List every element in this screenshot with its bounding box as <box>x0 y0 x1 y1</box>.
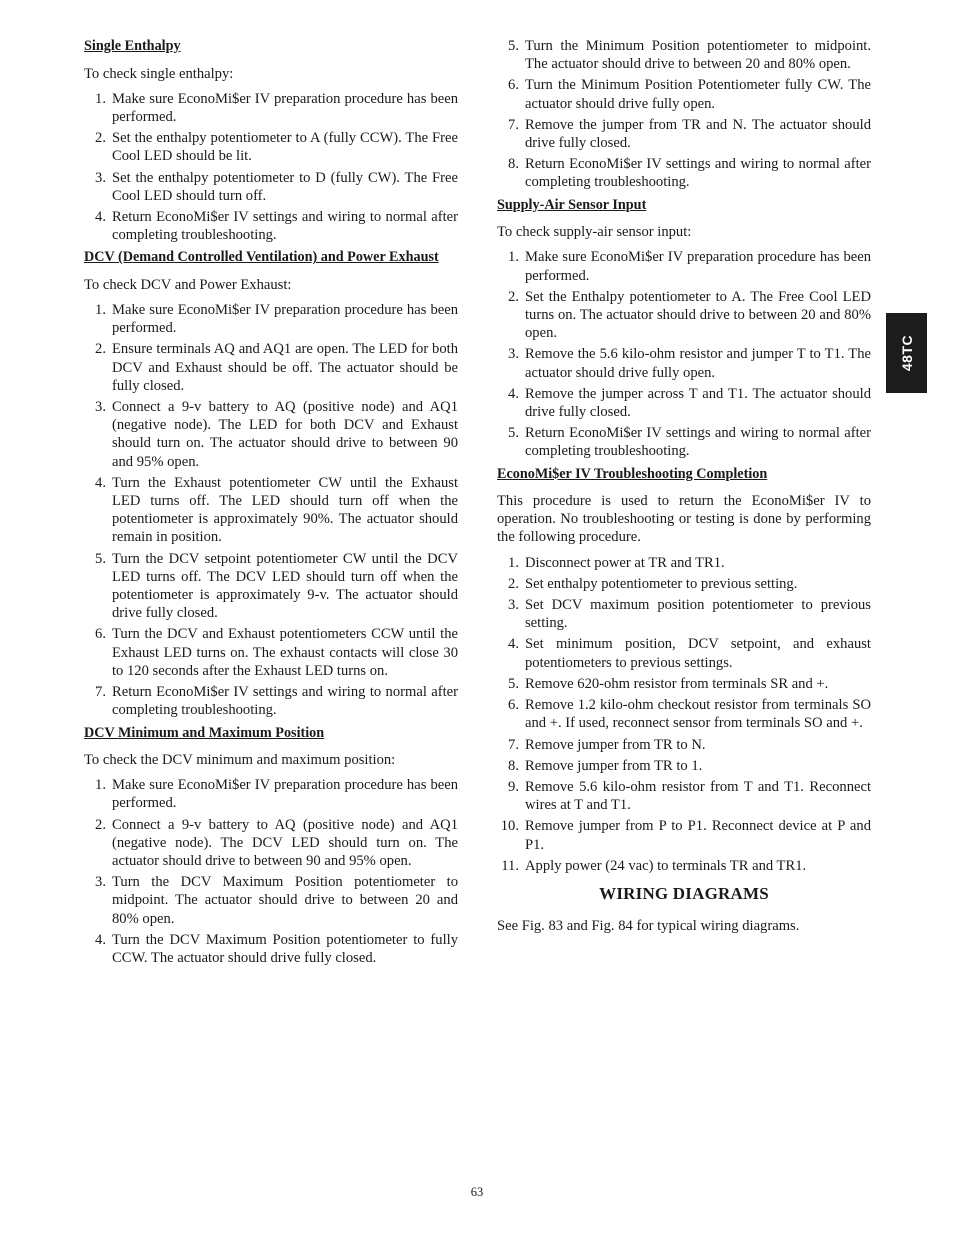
step-text: Make sure EconoMi$er IV preparation procedure has been performed. <box>112 777 458 812</box>
list-item <box>84 683 458 719</box>
list-item <box>84 129 458 165</box>
step-text: Turn the Minimum Position Potentiometer fully CW. The actuator should drive fully open. <box>525 77 871 112</box>
step-number: 9. <box>508 778 519 795</box>
dcv-min-max-steps-continued <box>497 37 871 192</box>
left-column <box>84 37 458 971</box>
step-text: Turn the Exhaust potentiometer CW until the Exhaust LED turns off. The LED should turn off when the potentiometer is approximately 90%. The actuator should remain in position. <box>112 474 458 546</box>
side-tab <box>886 313 927 393</box>
step-number: 1. <box>95 90 106 107</box>
supply-air-sensor-section <box>497 196 871 461</box>
step-number: 5. <box>508 425 519 442</box>
step-number: 2. <box>95 341 106 358</box>
step-number: 6. <box>95 626 106 643</box>
step-text: Set minimum position, DCV setpoint, and exhaust potentiometers to previous settings. <box>525 636 871 671</box>
completion-intro: This procedure is used to return the EconoMi$er IV to operation. No troubleshooting or testing is done by performing the following procedure. <box>497 493 871 546</box>
troubleshooting-completion-section <box>497 465 871 875</box>
step-text: Set DCV maximum position potentiometer to previous setting. <box>525 597 871 632</box>
side-tab-label: 48TC <box>898 334 915 372</box>
step-number: 7. <box>508 116 519 133</box>
list-item <box>84 474 458 547</box>
list-item <box>84 301 458 337</box>
list-item <box>497 736 871 754</box>
step-text: Return EconoMi$er IV settings and wiring to normal after completing troubleshooting. <box>112 208 458 244</box>
step-text: Remove jumper from TR to 1. <box>525 757 703 774</box>
list-item <box>84 816 458 871</box>
list-item <box>497 424 871 460</box>
step-number: 3. <box>95 874 106 891</box>
list-item <box>84 873 458 928</box>
single-enthalpy-heading: Single Enthalpy <box>84 38 181 54</box>
step-number: 4. <box>95 208 106 225</box>
list-item <box>84 398 458 471</box>
list-item <box>497 575 871 593</box>
dcv-power-exhaust-steps <box>84 301 458 719</box>
step-number: 3. <box>508 346 519 363</box>
list-item <box>497 37 871 73</box>
step-number: 3. <box>95 399 106 416</box>
step-number: 7. <box>95 684 106 701</box>
step-number: 4. <box>95 474 106 491</box>
list-item <box>497 155 871 191</box>
step-text: Remove jumper from TR to N. <box>525 736 706 753</box>
list-item <box>84 776 458 812</box>
dcv-min-max-intro: To check the DCV minimum and maximum position: <box>84 752 396 768</box>
list-item <box>84 931 458 967</box>
step-number: 4. <box>95 931 106 948</box>
list-item <box>497 288 871 343</box>
step-text: Make sure EconoMi$er IV preparation procedure has been performed. <box>112 302 458 337</box>
step-number: 7. <box>508 736 519 753</box>
step-text: Set the enthalpy potentiometer to D (fully CW). The Free Cool LED should turn off. <box>112 169 458 204</box>
step-number: 3. <box>508 597 519 614</box>
step-number: 2. <box>508 575 519 592</box>
step-number: 3. <box>95 169 106 186</box>
list-item <box>497 778 871 814</box>
list-item <box>497 817 871 853</box>
list-item <box>497 696 871 732</box>
wiring-diagrams-title: WIRING DIAGRAMS <box>599 883 769 903</box>
step-number: 1. <box>508 554 519 571</box>
step-number: 2. <box>95 130 106 147</box>
step-text: Remove the 5.6 kilo-ohm resistor and jumper T to T1. The actuator should drive fully open. <box>525 346 871 381</box>
step-text: Turn the DCV and Exhaust potentiometers CCW until the Exhaust LED turns on. The exhaust contacts will close 30 to 120 seconds after the Exhaust LED turns on. <box>112 626 458 679</box>
list-item <box>84 169 458 205</box>
step-text: Turn the DCV Maximum Position potentiometer to midpoint. The actuator should drive to between 20 and 80% open. <box>112 874 458 927</box>
list-item <box>84 625 458 680</box>
step-number: 8. <box>508 156 519 173</box>
step-text: Connect a 9-v battery to AQ (positive node) and AQ1 (negative node). The DCV LED should turn on. The actuator should drive to between 90 and 95% open. <box>112 816 458 870</box>
list-item <box>84 340 458 395</box>
single-enthalpy-section <box>84 37 458 244</box>
single-enthalpy-steps <box>84 90 458 245</box>
step-text: Return EconoMi$er IV settings and wiring to normal after completing troubleshooting. <box>112 684 458 719</box>
step-text: Connect a 9-v battery to AQ (positive node) and AQ1 (negative node). The LED for both DCV and Exhaust should turn on. The actuator should drive to between 90 and 95% open. <box>112 399 458 470</box>
list-item <box>497 596 871 632</box>
step-number: 10. <box>500 818 519 835</box>
list-item <box>84 208 458 244</box>
supply-air-intro: To check supply-air sensor input: <box>497 224 692 241</box>
page-number: 63 <box>470 1185 484 1199</box>
step-number: 1. <box>508 249 519 266</box>
step-text: Set the enthalpy potentiometer to A (fully CCW). The Free Cool LED should be lit. <box>112 130 458 165</box>
step-text: Set the Enthalpy potentiometer to A. The Free Cool LED turns on. The actuator should drive to between 20 and 80% open. <box>525 288 871 342</box>
list-item <box>497 857 871 875</box>
step-number: 5. <box>508 38 519 54</box>
list-item <box>497 116 871 152</box>
step-text: Remove 5.6 kilo-ohm resistor from T and T1. Reconnect wires at T and T1. <box>525 778 871 814</box>
step-text: Return EconoMi$er IV settings and wiring to normal after completing troubleshooting. <box>525 425 871 460</box>
step-number: 2. <box>508 288 519 305</box>
supply-air-heading: Supply-Air Sensor Input <box>497 196 647 213</box>
list-item <box>84 90 458 126</box>
step-text: Ensure terminals AQ and AQ1 are open. The LED for both DCV and Exhaust should be off. The actuator should be fully closed. <box>112 341 458 394</box>
step-text: Remove 620-ohm resistor from terminals SR and +. <box>525 675 829 692</box>
supply-air-steps <box>497 248 871 460</box>
step-text: Turn the DCV Maximum Position potentiometer to fully CCW. The actuator should drive fully closed. <box>112 931 458 967</box>
dcv-power-exhaust-intro: To check DCV and Power Exhaust: <box>84 276 292 293</box>
list-item <box>497 385 871 421</box>
step-text: Turn the Minimum Position potentiometer to midpoint. The actuator should drive to between 20 and 80% open. <box>525 38 871 73</box>
step-number: 5. <box>508 675 519 692</box>
step-number: 4. <box>508 385 519 402</box>
right-column <box>497 37 871 942</box>
wiring-diagrams-text: See Fig. 83 and Fig. 84 for typical wiring diagrams. <box>497 918 800 935</box>
step-number: 4. <box>508 636 519 653</box>
step-text: Apply power (24 vac) to terminals TR and TR1. <box>525 857 807 874</box>
dcv-power-exhaust-heading: DCV (Demand Controlled Ventilation) and Power Exhaust <box>84 249 439 266</box>
list-item <box>497 554 871 572</box>
step-number: 6. <box>508 77 519 94</box>
dcv-min-max-section <box>84 724 458 968</box>
step-text: Remove the jumper across T and T1. The actuator should drive fully closed. <box>525 385 871 420</box>
step-text: Return EconoMi$er IV settings and wiring to normal after completing troubleshooting. <box>525 156 871 191</box>
list-item <box>497 345 871 381</box>
step-number: 8. <box>508 757 519 774</box>
step-number: 1. <box>95 777 106 794</box>
completion-steps <box>497 554 871 875</box>
dcv-power-exhaust-section <box>84 248 458 719</box>
step-number: 11. <box>501 857 519 874</box>
step-text: Set enthalpy potentiometer to previous setting. <box>525 575 798 592</box>
dcv-min-max-steps <box>84 776 458 967</box>
list-item <box>497 248 871 284</box>
step-text: Make sure EconoMi$er IV preparation procedure has been performed. <box>525 249 871 284</box>
step-text: Remove 1.2 kilo-ohm checkout resistor from terminals SO and +. If used, reconnect sensor from terminals SO and +. <box>525 697 871 732</box>
step-text: Make sure EconoMi$er IV preparation procedure has been performed. <box>112 90 458 125</box>
step-text: Remove the jumper from TR and N. The actuator should drive fully closed. <box>525 116 871 152</box>
step-text: Disconnect power at TR and TR1. <box>525 554 725 571</box>
step-text: Remove jumper from P to P1. Reconnect device at P and P1. <box>525 818 871 853</box>
step-number: 6. <box>508 697 519 714</box>
list-item <box>497 675 871 693</box>
step-number: 2. <box>95 816 106 833</box>
step-number: 5. <box>95 550 106 567</box>
list-item <box>497 757 871 775</box>
dcv-min-max-heading: DCV Minimum and Maximum Position <box>84 724 325 741</box>
list-item <box>497 76 871 112</box>
single-enthalpy-intro: To check single enthalpy: <box>84 65 234 82</box>
step-text: Turn the DCV setpoint potentiometer CW until the DCV LED turns off. The DCV LED should turn off when the potentiometer is approximately 9-v. The actuator should drive fully closed. <box>112 550 458 622</box>
list-item <box>497 635 871 671</box>
step-number: 1. <box>95 302 106 319</box>
completion-heading: EconoMi$er IV Troubleshooting Completion <box>497 465 768 482</box>
list-item <box>84 550 458 623</box>
